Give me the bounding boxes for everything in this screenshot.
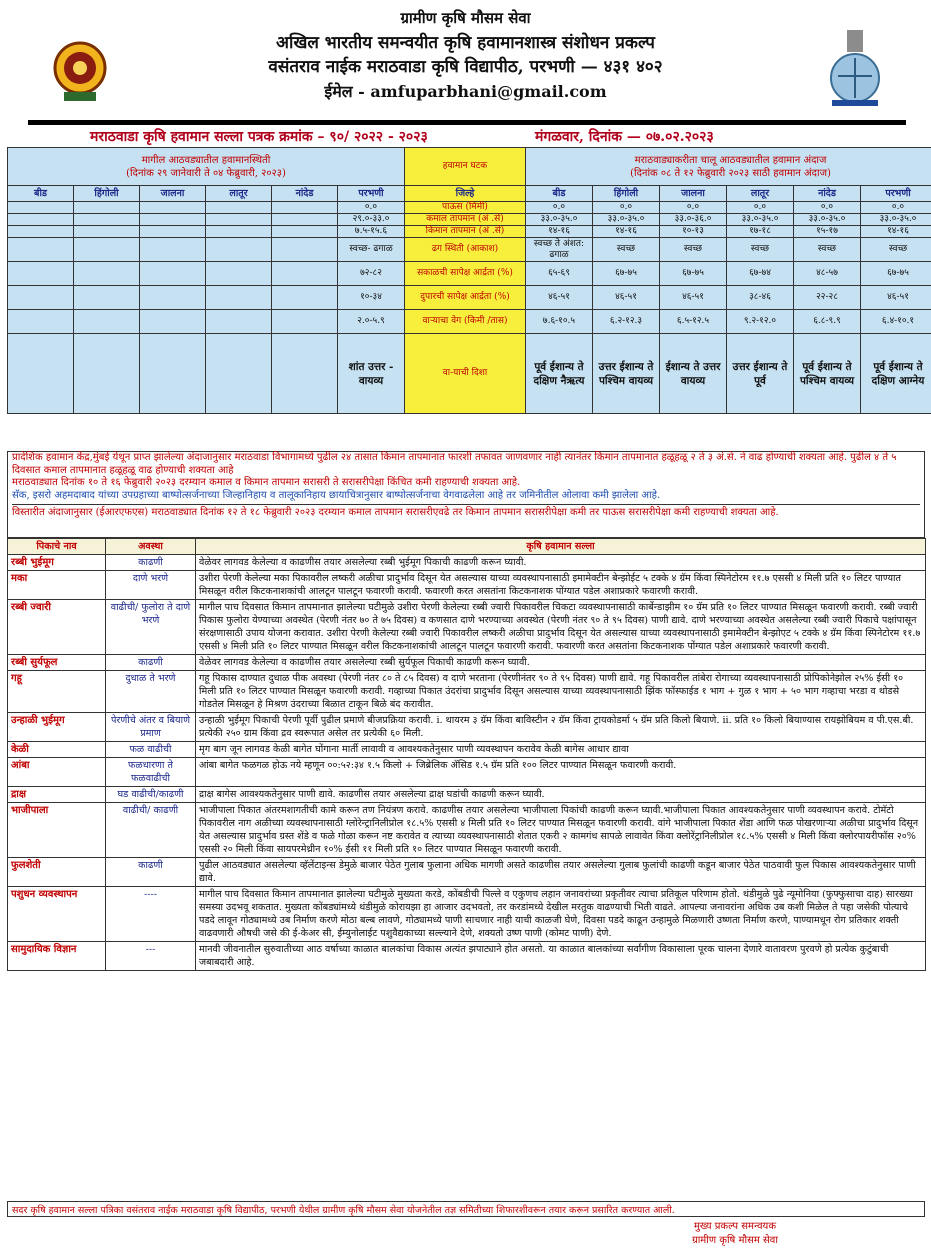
- forecast-value-cell: ६७-७४: [727, 262, 794, 286]
- advice-text-cell: मानवी जीवनातील सुरुवातीच्या आठ वर्षाच्या काळात बालकांचा विकास अत्यंत झपाट्याने होत असतो. या काळात बालकांच्या सर्वांगीण विकासाला पूरक चालना देणारे वातावरण पुरवणे हो प्रत्येक कुटुंबाची जबाबदारी आहे.: [196, 942, 926, 971]
- forecast-value-cell: स्वच्छ: [660, 238, 727, 262]
- forecast-value-cell: स्वच्छ: [593, 238, 660, 262]
- weather-row: [8, 238, 931, 262]
- forecast-value-cell: ४६-५१: [861, 286, 931, 310]
- crop-stage-cell: काढणी: [106, 555, 196, 571]
- forecast-value-cell: ४६-५१: [526, 286, 593, 310]
- past-value-cell: [8, 226, 74, 238]
- crop-name-cell: पशुधन व्यवस्थापन: [8, 887, 106, 942]
- past-value-cell: ७.५-१५.६: [338, 226, 405, 238]
- forecast-value-cell: ४६-५१: [660, 286, 727, 310]
- forecast-value-cell: ३३.०-३५.०: [593, 214, 660, 226]
- advisory-row: [8, 655, 926, 671]
- past-value-cell: [140, 262, 206, 286]
- forecast-value-cell: ६.४-१०.१: [861, 310, 931, 334]
- regional-forecast-notes: [7, 451, 925, 538]
- email-address: amfuparbhani@gmail.com: [370, 82, 607, 101]
- past-value-cell: ७२-८२: [338, 262, 405, 286]
- past-value-cell: [74, 334, 140, 414]
- crop-stage-cell: वाढीची/ फुलोरा ते दाणे भरणे: [106, 600, 196, 655]
- past-value-cell: [206, 262, 272, 286]
- past-value-cell: [140, 286, 206, 310]
- past-value-cell: [206, 226, 272, 238]
- past-value-cell: [8, 238, 74, 262]
- weather-row: [8, 286, 931, 310]
- advice-text-cell: गहू पिकास दाण्यात दुधाळ पीक अवस्था (पेरणी नंतर ८० ते ८५ दिवस) व दाणे भरताना (पेरणीनंतर ९० ते ९५ दिवस) पाणी द्यावे. गहू पिकावरील तांबेरा रोगाच्या व्यवस्थापनासाठी प्रोपिकोनेझोल २५% ईसी १० मिली प्रति १० लिटर पाण्यात मिसळून फवारणी करावी. गव्हाच्या पिकात उंदरांचा प्रादुर्भाव दिसून असल्यास याच्या व्यवस्थापनासाठी झिंक फॉस्फाईड १ भाग + गुळ १ भाग + ५० भाग गव्हाचा भरडा व थोडसे गोडतेल मिसळून हे मिश्रण उंदराच्या बिळात टाकून बिळे बंद करावीत.: [196, 671, 926, 713]
- crop-stage-cell: दाणे भरणे: [106, 571, 196, 600]
- crop-name-cell: फुलशेती: [8, 858, 106, 887]
- parameter-title: हवामान घटक: [405, 148, 526, 186]
- past-district: लातूर: [206, 186, 272, 202]
- weather-row: [8, 334, 931, 414]
- crop-stage-cell: पेरणीचे अंतर व बियाणे प्रमाण: [106, 713, 196, 742]
- forecast-value-cell: १४-१६: [861, 226, 931, 238]
- advisory-row: [8, 600, 926, 655]
- forecast-value-cell: पूर्व ईशान्य ते दक्षिण नैऋत्य: [526, 334, 593, 414]
- past-value-cell: [8, 286, 74, 310]
- crop-name-cell: सामुदायिक विज्ञान: [8, 942, 106, 971]
- past-value-cell: [74, 226, 140, 238]
- past-value-cell: १०-३४: [338, 286, 405, 310]
- advice-text-cell: मागील पाच दिवसात किमान तापमानात झालेल्या घटीमुळे मुख्यता करडे, कोंबडीची पिल्ले व एकुणच लहान जनावरांच्या प्रकृतीवर त्याचा प्रतिकूल परिणाम होतो. थंडीमुळे पुढे न्यूमोनिया (फुफ्फुसाचा दाह) सारख्या समस्या उदभवू शकतात. मुख्यता कोंबड्यांमध्ये थंडीमुळे कोरायझा हा आजार उदभवतो, तर करडांमध्ये देखील मरतुक वाढण्याची भिती वाढते. आपल्या जनावरांना अधिक उब कशी मिळेल ते पहा जसेकी पोत्याचे पडदे लावून गोठ्यामध्ये उब निर्माण करणे मोठा बल्ब लावणे, गोठ्यामध्ये पाणी साचणार नाही याची काळजी घेणे, दिवसा पडदे काढून उन्हामुळे मिळणारी उष्णता निर्माण करणे, पाण्यामधून रोग प्रतिकार शक्ती वाढवणारी औषधी जसे की ई-केअर सी, ईम्युनोलाईट पशुवैद्यकाच्या सल्ल्याने देणे, शक्यतो उष्ण पाणी (कोमट पाणी) देणे.: [196, 887, 926, 942]
- past-value-cell: ०.०: [338, 202, 405, 214]
- forecast-value-cell: २२-२८: [794, 286, 861, 310]
- past-value-cell: [206, 202, 272, 214]
- weather-row: [8, 226, 931, 238]
- forecast-value-cell: ०.०: [660, 202, 727, 214]
- forecast-value-cell: ४६-५१: [593, 286, 660, 310]
- advice-text-cell: पुढील आठवड्यात असलेल्या व्हॅलेंटाइन्स डेमुळे बाजार पेठेत गुलाब फुलाना अधिक मागणी असते काढणीस तयार असलेल्या गुलाब फुलांची काढणी कडून बाजार पेठेत पाठवावी फुल पिकास आवश्यकतेनुसार पाणी द्यावे.: [196, 858, 926, 887]
- advisory-row: [8, 555, 926, 571]
- past-value-cell: [74, 310, 140, 334]
- forecast-value-cell: ०.०: [593, 202, 660, 214]
- crop-name-cell: उन्हाळी भुईमूग: [8, 713, 106, 742]
- signature-service: ग्रामीण कृषि मौसम सेवा: [692, 1235, 778, 1246]
- crop-name-cell: मका: [8, 571, 106, 600]
- crop-name-cell: गहू: [8, 671, 106, 713]
- advice-text-cell: भाजीपाला पिकात अंतरमशागतीची कामे करून तण नियंत्रण करावे. काढणीस तयार असलेल्या भाजीपाला पिकांची काढणी करून घ्यावी.भाजीपाला पिकात आवश्यकतेनुसार पाणी व्यवस्थापन करावे. टोमॅटो पिकावरील नाग अळीच्या व्यवस्थापनासाठी ग्लोरेन्ट्रानिलीप्रोल १८.५% एससी ४ मिली प्रति १० लिटर पाण्यात मिसळून फवारणी करावी. वांगे भाजीपाला पिकात शेंडा आणि फळ पोखरणाऱ्या अळीचा प्रादुर्भाव दिसून येत असल्यास प्रादुर्भाव ग्रस्त शेंडे व फळे गोळा करून नष्ट करावेत व त्याच्या व्यवस्थापनासाठी शेतात एकरी २ कामगंध सापळे लावावेत किंवा क्लोरेंट्रानिलीप्रोल १८.५% एससी ४ मिली किंवा क्लोरपायरीफॉस २०% एससी २० मिली किंवा सायपरमेथ्रीन १०% ईसी ११ मिली प्रति १० लिटर पाण्यात मिसळून फवारणी करावी.: [196, 803, 926, 858]
- past-district: हिंगोली: [74, 186, 140, 202]
- note-temperature: मराठवाड्यात दिनांक १० ते १६ फेब्रुवारी २०२३ दरम्यान कमाल व किमान तापमान सरासरी ते सरासरीपेक्षा किंचित कमी राहण्याची शक्यता आहे.: [12, 477, 521, 488]
- note-extended-forecast: विस्तारीत अंदाजानुसार (ईआरएफएस) मराठवाड्यात दिनांक १२ ते १८ फेब्रुवारी २०२३ दरम्यान कमाल तापमान सरासरीएवढे तर किमान तापमान सरासरीपेक्षा कमी तर पाऊस सरासरीपेक्षा कमी राहण्याची शक्यता आहे.: [12, 504, 920, 520]
- project-title: अखिल भारतीय समन्वयीत कृषि हवामानशास्त्र संशोधन प्रकल्प: [276, 33, 655, 53]
- forecast-value-cell: ०.०: [794, 202, 861, 214]
- advisory-row: [8, 671, 926, 713]
- header-divider: [28, 120, 906, 125]
- forecast-value-cell: ३८-४६: [727, 286, 794, 310]
- forecast-value-cell: स्वच्छ ते अंशत: ढगाळ: [526, 238, 593, 262]
- advisory-row: [8, 742, 926, 758]
- forecast-value-cell: ६.८-९.९: [794, 310, 861, 334]
- advice-text-cell: वेळेवर लागवड केलेल्या व काढणीस तयार असलेल्या रब्बी भुईमूग पिकाची काढणी करून घ्यावी.: [196, 555, 926, 571]
- weather-row: [8, 262, 931, 286]
- past-value-cell: [272, 334, 338, 414]
- email-label: ईमेल -: [324, 82, 365, 101]
- advice-text-cell: द्राक्ष बागेस आवश्यकतेनुसार पाणी द्यावे. काढणीस तयार असलेल्या द्राक्ष घडांची काढणी करून घ्यावी.: [196, 787, 926, 803]
- crop-column-header: पिकाचे नाव: [8, 539, 106, 555]
- advisory-row: [8, 758, 926, 787]
- crop-name-cell: भाजीपाला: [8, 803, 106, 858]
- past-value-cell: [272, 226, 338, 238]
- forecast-value-cell: ९.२-१२.०: [727, 310, 794, 334]
- forecast-value-cell: ४८-५७: [794, 262, 861, 286]
- forecast-value-cell: उत्तर ईशान्य ते पूर्व: [727, 334, 794, 414]
- crop-name-cell: रब्बी ज्वारी: [8, 600, 106, 655]
- parameter-cell: पाऊस (मिमी): [405, 202, 526, 214]
- advisory-row: [8, 858, 926, 887]
- past-value-cell: [8, 214, 74, 226]
- weather-row: [8, 214, 931, 226]
- forecast-district: परभणी: [861, 186, 931, 202]
- forecast-value-cell: ६.५-१२.५: [660, 310, 727, 334]
- crop-stage-cell: फळधारणा ते फळवाढीची: [106, 758, 196, 787]
- forecast-value-cell: ३३.०-३५.०: [861, 214, 931, 226]
- bulletin-bar: [0, 126, 931, 146]
- forecast-district: बीड: [526, 186, 593, 202]
- past-value-cell: [8, 310, 74, 334]
- past-value-cell: [74, 214, 140, 226]
- forecast-district: हिंगोली: [593, 186, 660, 202]
- past-value-cell: [206, 286, 272, 310]
- districts-label: जिल्हे: [405, 186, 526, 202]
- crop-stage-cell: काढणी: [106, 858, 196, 887]
- advice-text-cell: मागील पाच दिवसात किमान तापमानात झालेल्या घटीमुळे उशीरा पेरणी केलेल्या रब्बी ज्वारी पिकावरील चिकटा व्यवस्थापनासाठी कार्बेन्डाझीम १० ग्रॅम प्रति १० लिटर पाण्यात मिसळून फवारणी करावी. रब्बी ज्वारी पिकास फुलोरा येण्याच्या अवस्थेत (पेरणी नंतर ७० ते ७५ दिवस) व कणसात दाणे भरण्याच्या अवस्थेत (पेरणी नंतर ९० ते ९५ दिवस) पाणी द्यावे. दाणे भरण्याच्या अवस्थेत असलेल्या रब्बी ज्वारी पिकाचे पक्षांपासून संरक्षणासाठी उपाय योजना करावात. उशीरा पेरणी केलेल्या रब्बी ज्वारी पिकावरील लष्करी अळीचा प्रादुर्भाव दिसून येत असल्यास याच्या व्यवस्थापनासाठी इमामेक्टीन बेन्झोएट ५ टक्के ४ ग्रॅम किंवा स्पिनेटोरम ११.७ एससी ४ मिली प्रति १० लिटर पाण्यात मिसळून वरील किटकनाशकांची आलटून पालटून फवारणी करावी. फवारणी करत असतांना किटकनाशक पोंग्यात पडेल अशाप्रकारे फवारणी करावी.: [196, 600, 926, 655]
- forecast-value-cell: ६७-७५: [660, 262, 727, 286]
- past-value-cell: [8, 334, 74, 414]
- forecast-value-cell: उत्तर ईशान्य ते पश्चिम वायव्य: [593, 334, 660, 414]
- weather-rows: [8, 202, 931, 414]
- advisory-row: [8, 942, 926, 971]
- signature-block: [650, 1220, 820, 1248]
- weather-table: [7, 147, 931, 414]
- forecast-value-cell: ६५-६९: [526, 262, 593, 286]
- parameter-cell: वा-याची दिशा: [405, 334, 526, 414]
- past-value-cell: [140, 310, 206, 334]
- past-value-cell: [74, 286, 140, 310]
- forecast-value-cell: १४-१६: [526, 226, 593, 238]
- university-title: वसंतराव नाईक मराठवाडा कृषि विद्यापीठ, परभणी — ४३१ ४०२: [268, 57, 663, 77]
- forecast-value-cell: १०-१३: [660, 226, 727, 238]
- advisory-row: [8, 571, 926, 600]
- forecast-value-cell: ३३.०-३५.०: [794, 214, 861, 226]
- past-value-cell: [272, 310, 338, 334]
- past-value-cell: [206, 214, 272, 226]
- past-value-cell: [8, 202, 74, 214]
- past-value-cell: [74, 202, 140, 214]
- past-value-cell: [272, 238, 338, 262]
- signature-title: मुख्य प्रकल्प समन्वयक: [693, 1221, 777, 1232]
- crop-stage-cell: घड वाढीची/काढणी: [106, 787, 196, 803]
- forecast-district: जालना: [660, 186, 727, 202]
- forecast-value-cell: ०.०: [727, 202, 794, 214]
- stage-column-header: अवस्था: [106, 539, 196, 555]
- past-weather-title: मागील आठवड्यातील हवामानस्थिती (दिनांक २९ जानेवारी ते ०४ फेब्रुवारी, २०२३): [8, 148, 405, 186]
- advisory-row: [8, 887, 926, 942]
- service-title: ग्रामीण कृषि मौसम सेवा: [400, 9, 531, 27]
- parameter-cell: दुपारची सापेक्ष आर्द्रता (%): [405, 286, 526, 310]
- forecast-value-cell: ६७-७५: [593, 262, 660, 286]
- bulletin-date: मंगळवार, दिनांक — ०७.०२.२०२३: [535, 129, 714, 145]
- advice-text-cell: आंबा बागेत फळगळ होऊ नये म्हणून ००:५२:३४ १.५ किलो + जिब्रेलिक ॲसिड १.५ ग्रॅम प्रति १०० लिटर पाण्यात मिसळून फवारणी करावी.: [196, 758, 926, 787]
- past-value-cell: [8, 262, 74, 286]
- footer-note: सदर कृषि हवामान सल्ला पत्रिका वसंतराव नाईक मराठवाडा कृषि विद्यापीठ, परभणी येथील ग्रामीण कृषि मौसम सेवा योजनेतील तज्ञ समितीच्या शिफारशीवरून तयार करून प्रसारित करण्यात आली.: [7, 1201, 925, 1217]
- advice-text-cell: उशीरा पेरणी केलेल्या मका पिकावरील लष्करी अळीचा प्रादुर्भाव दिसून येत असल्यास याच्या व्यवस्थापनासाठी इमामेक्टीन बेन्झोईट ५ टक्के ४ ग्रॅम किंवा स्पिनेटोरम ११.७ एससी ४ मिली प्रति १० लिटर पाण्यात मिसळून वरील किटकनाशकांची आलटून पालटून फवारणी करावी. फवारणी करत असतांना किटकनाशक पोंग्यात पडेल अशाप्रकारे फवारणी करावी.: [196, 571, 926, 600]
- forecast-value-cell: ०.०: [526, 202, 593, 214]
- past-value-cell: [272, 286, 338, 310]
- advice-text-cell: मृग बाग जून लागवड केळी बागेत घोंगाना मार्ती लावावी व आवश्यकतेनुसार पाणी व्यवस्थापन करावेव केळी बागेस आधार द्यावा: [196, 742, 926, 758]
- forecast-value-cell: ६.२-१२.३: [593, 310, 660, 334]
- past-value-cell: २.०-५.९: [338, 310, 405, 334]
- past-value-cell: २९.०-३३.०: [338, 214, 405, 226]
- forecast-value-cell: पूर्व ईशान्य ते पश्चिम वायव्य: [794, 334, 861, 414]
- forecast-value-cell: १५-१७: [794, 226, 861, 238]
- past-value-cell: [272, 262, 338, 286]
- crop-stage-cell: वाढीची/ काढणी: [106, 803, 196, 858]
- crop-stage-cell: दुधाळ ते भरणे: [106, 671, 196, 713]
- past-district: बीड: [8, 186, 74, 202]
- parameter-cell: किमान तापमान (अं .से): [405, 226, 526, 238]
- past-value-cell: [140, 334, 206, 414]
- weather-row: [8, 310, 931, 334]
- forecast-district: लातूर: [727, 186, 794, 202]
- crop-name-cell: रब्बी भुईमूग: [8, 555, 106, 571]
- advice-column-header: कृषि हवामान सल्ला: [196, 539, 926, 555]
- forecast-value-cell: ७.६-१०.५: [526, 310, 593, 334]
- forecast-value-cell: ०.०: [861, 202, 931, 214]
- forecast-value-cell: ६७-७५: [861, 262, 931, 286]
- advisory-row: [8, 803, 926, 858]
- crop-stage-cell: ----: [106, 887, 196, 942]
- crop-name-cell: द्राक्ष: [8, 787, 106, 803]
- past-value-cell: [206, 334, 272, 414]
- forecast-value-cell: ३३.०-३५.०: [727, 214, 794, 226]
- past-district: परभणी: [338, 186, 405, 202]
- past-value-cell: [140, 238, 206, 262]
- email-line: [0, 80, 931, 102]
- past-value-cell: [140, 202, 206, 214]
- bulletin-number: मराठवाडा कृषि हवामान सल्ला पत्रक क्रमांक – ९०/ २०२२ - २०२३: [90, 129, 428, 145]
- page-header: [0, 0, 931, 118]
- forecast-value-cell: पूर्व ईशान्य ते दक्षिण आग्नेय: [861, 334, 931, 414]
- past-value-cell: [206, 238, 272, 262]
- advisory-row: [8, 787, 926, 803]
- past-value-cell: [140, 214, 206, 226]
- past-district: नांदेड: [272, 186, 338, 202]
- advisory-table: [7, 538, 926, 971]
- forecast-value-cell: स्वच्छ: [861, 238, 931, 262]
- note-rmc-mumbai: प्रादेशिक हवामान केंद्र,मुंबई येथून प्राप्त झालेल्या अंदाजानुसार मराठवाडा विभागामध्ये पुढील २४ तासात किमान तापमानात फारशी तफावत जाणवणार नाही त्यानंतर किमान तापमानात हळूहळू २ ते ३ अं.से. ने वाढ होण्याची शक्यता आहे. पुढील ४ ते ५ दिवसात कमाल तापमानात हळूहळू वाढ होण्याची शक्यता आहे: [12, 452, 897, 476]
- parameter-cell: ढग स्थिती (आकाश): [405, 238, 526, 262]
- past-value-cell: [74, 238, 140, 262]
- crop-stage-cell: काढणी: [106, 655, 196, 671]
- forecast-value-cell: ईशान्य ते उत्तर वायव्य: [660, 334, 727, 414]
- forecast-value-cell: ३३.०-३६.०: [660, 214, 727, 226]
- forecast-title: मराठवाड्याकरीता चालू आठवड्यातील हवामान अंदाज (दिनांक ०८ ते १२ फेब्रुवारी २०२३ साठी हवामान अंदाज): [526, 148, 931, 186]
- advisory-row: [8, 713, 926, 742]
- imd-emblem-icon: [820, 28, 890, 108]
- note-evapotranspiration: सॅक, इसरो अहमदाबाद यांच्या उपग्रहाच्या बाष्पोत्सर्जनाच्या जिल्हानिहाय व तालूकानिहाय छायाचित्रानुसार बाष्पोत्सर्जनाचा वेगवाढलेला आहे तर जमिनीतील ओलावा कमी झालेला आहे.: [12, 489, 661, 501]
- forecast-value-cell: स्वच्छ: [794, 238, 861, 262]
- forecast-district: नांदेड: [794, 186, 861, 202]
- forecast-value-cell: स्वच्छ: [727, 238, 794, 262]
- past-value-cell: स्वच्छ- ढगाळ: [338, 238, 405, 262]
- past-district: जालना: [140, 186, 206, 202]
- forecast-value-cell: १७-१८: [727, 226, 794, 238]
- past-value-cell: [140, 226, 206, 238]
- crop-stage-cell: फळ वाढीची: [106, 742, 196, 758]
- weather-row: [8, 202, 931, 214]
- past-value-cell: शांत उत्तर - वायव्य: [338, 334, 405, 414]
- crop-name-cell: आंबा: [8, 758, 106, 787]
- crop-name-cell: केळी: [8, 742, 106, 758]
- advisory-rows: [8, 555, 926, 971]
- advice-text-cell: उन्हाळी भुईमूग पिकाची पेरणी पूर्वी पुढील प्रमाणे बीजप्रक्रिया करावी. i. थायरम ३ ग्रॅम किंवा बाविस्टीन २ ग्रॅम किंवा ट्रायकोडर्मा ५ ग्रॅम प्रति किलो बियाणे. ii. प्रति १० किलो बियाण्यास रायझोबियम व पी.एस.बी. प्रत्येकी २५० ग्राम किंवा द्रव स्वरूपात असेल तर प्रत्येकी ६० मिली.: [196, 713, 926, 742]
- parameter-cell: सकाळची सापेक्ष आर्द्रता (%): [405, 262, 526, 286]
- forecast-value-cell: १४-१६: [593, 226, 660, 238]
- past-value-cell: [206, 310, 272, 334]
- forecast-value-cell: ३३.०-३५.०: [526, 214, 593, 226]
- past-value-cell: [74, 262, 140, 286]
- past-value-cell: [272, 202, 338, 214]
- crop-name-cell: रब्बी सुर्यफूल: [8, 655, 106, 671]
- advice-text-cell: वेळेवर लागवड केलेल्या व काढणीस तयार असलेल्या रब्बी सुर्यफूल पिकाची काढणी करून घ्यावी.: [196, 655, 926, 671]
- crop-stage-cell: ---: [106, 942, 196, 971]
- parameter-cell: वाऱ्याचा वेग (किमी /तास): [405, 310, 526, 334]
- past-value-cell: [272, 214, 338, 226]
- parameter-cell: कमाल तापमान (अं .से): [405, 214, 526, 226]
